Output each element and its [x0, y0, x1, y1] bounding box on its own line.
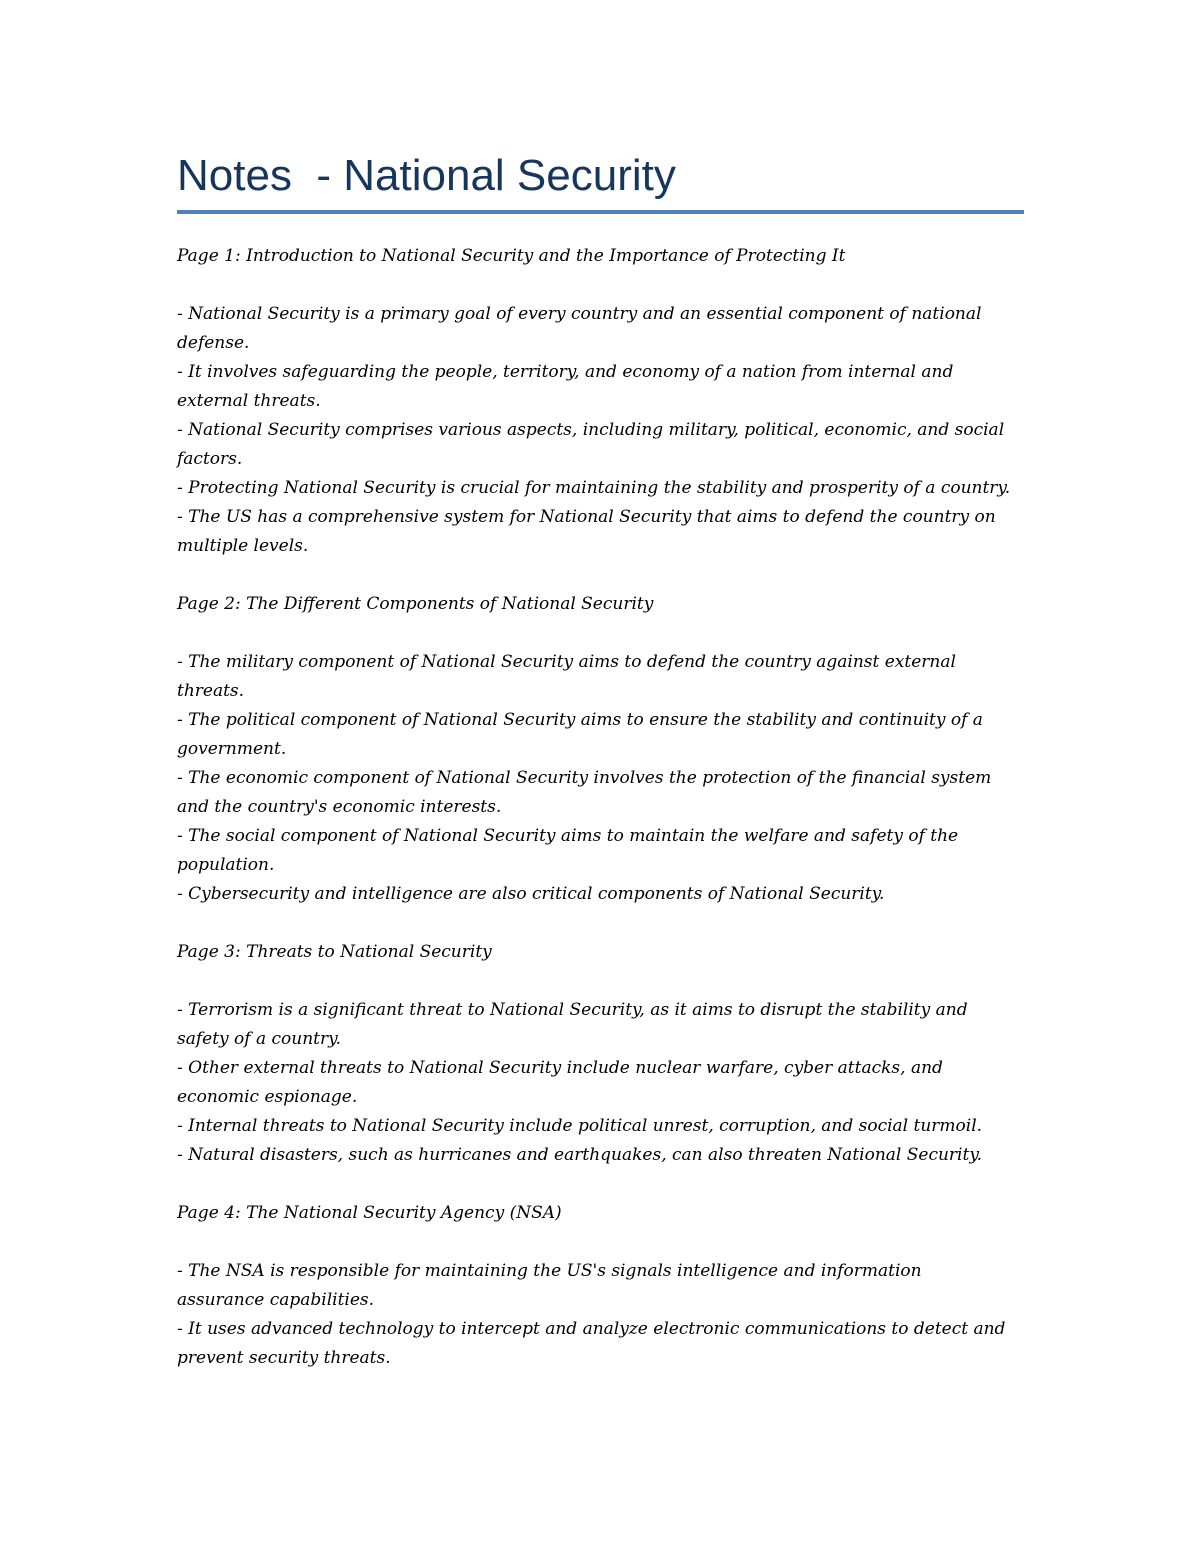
section-heading: Page 3: Threats to National Security: [177, 942, 492, 962]
document-title: Notes - National Security: [177, 151, 676, 200]
section-heading: Page 2: The Different Components of National Security: [177, 594, 654, 614]
section-page-1: [177, 242, 1012, 561]
bullet-item: - Cybersecurity and intelligence are also critical components of National Security.: [177, 884, 885, 904]
bullet-item: - Internal threats to National Security include political unrest, corruption, and social turmoil.: [177, 1116, 983, 1136]
bullet-item: - The military component of National Security aims to defend the country against external threats.: [177, 652, 956, 701]
bullet-item: - Other external threats to National Security include nuclear warfare, cyber attacks, and economic espionage.: [177, 1058, 943, 1107]
bullet-item: - Protecting National Security is crucial for maintaining the stability and prosperity of a country.: [177, 478, 1011, 498]
document-content: [177, 148, 1027, 1402]
bullet-item: - National Security comprises various aspects, including military, political, economic, and social factors.: [177, 420, 1005, 469]
bullet-item: - The NSA is responsible for maintaining the US's signals intelligence and information assurance capabilities.: [177, 1261, 922, 1310]
bullet-item: - The political component of National Security aims to ensure the stability and continuity of a government.: [177, 710, 983, 759]
bullet-item: - The social component of National Security aims to maintain the welfare and safety of the population.: [177, 826, 959, 875]
section-page-4: [177, 1199, 1012, 1373]
section-heading: Page 4: The National Security Agency (NSA): [177, 1203, 562, 1223]
bullet-list: [177, 300, 1012, 561]
bullet-item: - It involves safeguarding the people, territory, and economy of a nation from internal and external threats.: [177, 362, 954, 411]
bullet-list: [177, 1257, 1012, 1373]
bullet-item: - Natural disasters, such as hurricanes and earthquakes, can also threaten National Security.: [177, 1145, 983, 1165]
title-underline: [177, 210, 1024, 214]
section-heading: Page 1: Introduction to National Security and the Importance of Protecting It: [177, 246, 846, 266]
section-page-3: [177, 938, 1012, 1170]
section-page-2: [177, 590, 1012, 909]
bullet-item: - The US has a comprehensive system for National Security that aims to defend the country on multiple levels.: [177, 507, 996, 556]
bullet-list: [177, 996, 1012, 1170]
bullet-list: [177, 648, 1012, 909]
bullet-item: - National Security is a primary goal of every country and an essential component of national defense.: [177, 304, 982, 353]
bullet-item: - Terrorism is a significant threat to National Security, as it aims to disrupt the stability and safety of a country.: [177, 1000, 968, 1049]
bullet-item: - The economic component of National Security involves the protection of the financial system and the country's economic interests.: [177, 768, 992, 817]
document-body: [177, 242, 1012, 1373]
bullet-item: - It uses advanced technology to intercept and analyze electronic communications to detect and prevent security threats.: [177, 1319, 1006, 1368]
